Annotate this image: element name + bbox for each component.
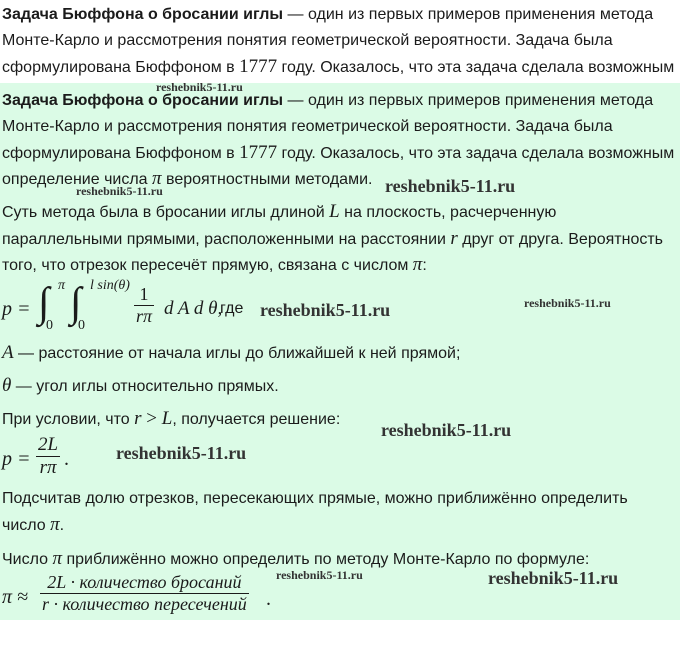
method-line-1: Суть метода была в бросании иглы длиной L на плоскость, расчерченную xyxy=(2,201,557,222)
pi-symbol: π xyxy=(152,168,162,189)
watermark: reshebnik5-11.ru xyxy=(260,300,391,320)
watermark: reshebnik5-11.ru xyxy=(488,568,619,588)
integral-formula: p = ∫ π 0 ∫ l sin(θ) 0 $\frac{1}{r\pi}$ d A d θ, где xyxy=(2,278,244,333)
intro-line-1-repeat: Задача Бюффона о бросании иглы — один из первых примеров применения метода xyxy=(2,92,654,109)
watermark: reshebnik5-11.ru xyxy=(116,443,247,463)
monte-carlo-formula: π ≈ 2L · количество бросаний r · количество пересечений . xyxy=(2,572,271,614)
condition-line: При условии, что r > L, получается решение: xyxy=(2,408,341,429)
watermark: reshebnik5-11.ru xyxy=(276,568,363,582)
watermark: reshebnik5-11.ru xyxy=(381,420,512,440)
integral-fraction: $\frac{1}{r\pi}$ xyxy=(136,284,153,326)
intro-line-4: определение числа π вероятностными методами. xyxy=(2,168,373,189)
intro-title-repeat: Задача Бюффона о бросании иглы xyxy=(2,92,284,109)
intro-line-2-repeat: Монте-Карло и рассмотрения понятия геометрической вероятности. Задача была xyxy=(2,118,613,135)
estimate-line-2: число π. xyxy=(2,514,65,535)
monte-carlo-line: Число π приближённо можно определить по методу Монте-Карло по формуле: xyxy=(2,548,590,569)
method-line-2: параллельными прямыми, расположенными на расстоянии r друг от друга. Вероятность xyxy=(2,228,663,249)
method-line-3: того, что отрезок пересечёт прямую, связана с числом π: xyxy=(2,254,427,275)
solution-formula: p = $\frac{2L}{r\pi}$ . xyxy=(2,434,69,478)
definition-A: A — расстояние от начала иглы до ближайшей к ней прямой; xyxy=(2,342,461,363)
definition-theta: θ — угол иглы относительно прямых. xyxy=(2,375,279,396)
watermark: reshebnik5-11.ru xyxy=(156,80,243,94)
intro-line-2: Монте-Карло и рассмотрения понятия геометрической вероятности. Задача была xyxy=(2,32,613,49)
watermark: reshebnik5-11.ru xyxy=(76,184,163,198)
intro-title: Задача Бюффона о бросании иглы xyxy=(2,6,284,23)
integral-sign-1: ∫ xyxy=(38,280,50,326)
intro-line-3-repeat: сформулирована Бюффоном в 1777 году. Оказалось, что эта задача сделала возможным xyxy=(2,142,675,163)
monte-carlo-fraction: 2L · количество бросаний r · количество пересечений xyxy=(42,572,247,614)
intro-line-1: Задача Бюффона о бросании иглы — один из первых примеров применения метода xyxy=(2,6,654,23)
watermark: reshebnik5-11.ru xyxy=(385,176,516,196)
integral-sign-2: ∫ xyxy=(70,280,82,326)
intro-line-3: сформулирована Бюффоном в 1777 году. Оказалось, что эта задача сделала возможным xyxy=(2,56,675,77)
watermark: reshebnik5-11.ru xyxy=(524,296,611,310)
estimate-line-1: Подсчитав долю отрезков, пересекающих прямые, можно приближённо определить xyxy=(2,490,628,507)
solution-fraction: $\frac{2L}{r\pi}$ xyxy=(38,434,59,478)
